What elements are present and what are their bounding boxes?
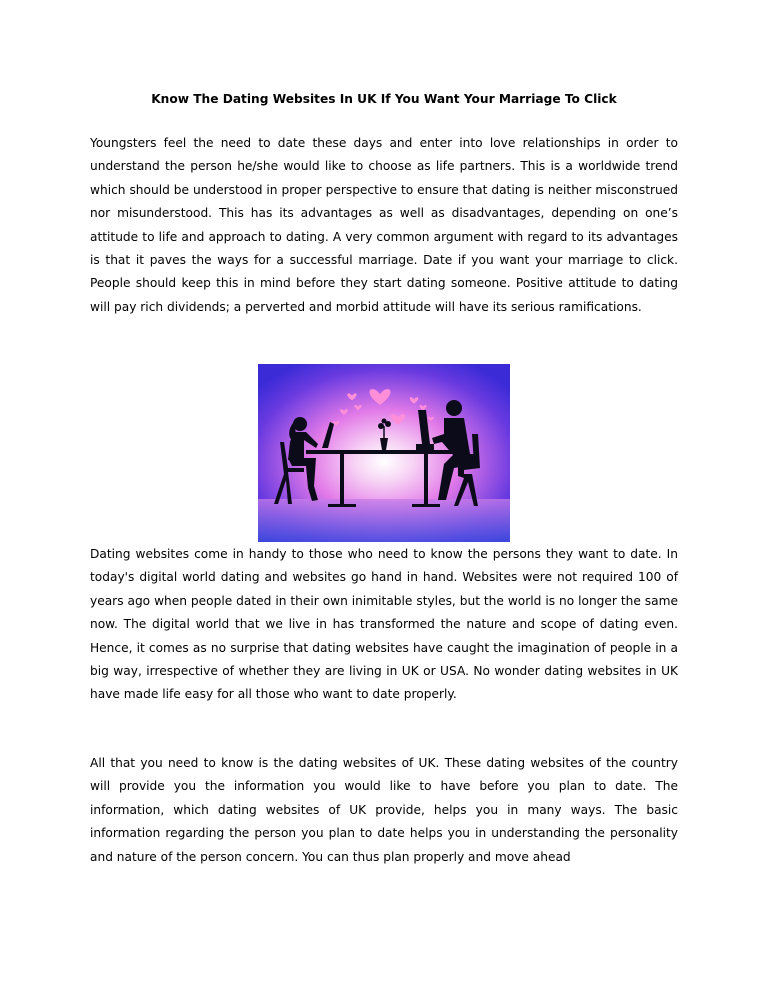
document-title: Know The Dating Websites In UK If You Want Your Marriage To Click [151,92,617,106]
left-desk-leg [340,454,344,506]
center-table [374,450,396,454]
flower-icon [382,419,387,424]
floor-reflection [258,499,510,542]
right-desk-leg [424,454,428,506]
dating-illustration [258,364,510,542]
left-desk [306,450,376,454]
paragraph-1: Youngsters feel the need to date these days and enter into love relationships in order to understand the person he/she would like to choose as life partners. This is a worldwide trend which should be understood in proper perspective to ensure that dating is neither misconstrued nor misunderstood. This has its advantages as well as disadvantages, depending on one’s attitude to life and approach to dating. A very common argument with regard to its advantages is that it paves the ways for a successful marriage. Date if you want your marriage to click. People should keep this in mind before they start dating someone. Positive attitude to dating will pay rich dividends; a perverted and morbid attitude will have its serious ramifications. [90,136,678,314]
dating-illustration-svg [258,364,510,542]
right-desk-foot [412,504,440,507]
flower-icon [378,423,384,429]
left-desk-foot [328,504,356,507]
paragraph-3: All that you need to know is the dating websites of UK. These dating websites of the country will provide you the information you would like to have before you plan to date. The information, which dating websites of UK provide, helps you in many ways. The basic information regarding the person you plan to date helps you in understanding the personality and nature of the person concern. You can thus plan properly and move ahead [90,756,678,864]
right-monitor-stand [416,444,434,450]
paragraph-2: Dating websites come in handy to those who need to know the persons they want to date. In today's digital world dating and websites go hand in hand. Websites were not required 100 of years ago when people dated in their own inimitable styles, but the world is no longer the same now. The digital world that we live in has transformed the nature and scope of dating even. Hence, it comes as no surprise that dating websites have caught the imagination of people in a big way, irrespective of whether they are living in UK or USA. No wonder dating websites in UK have made life easy for all those who want to date properly. [90,547,678,702]
man-head [446,400,462,416]
